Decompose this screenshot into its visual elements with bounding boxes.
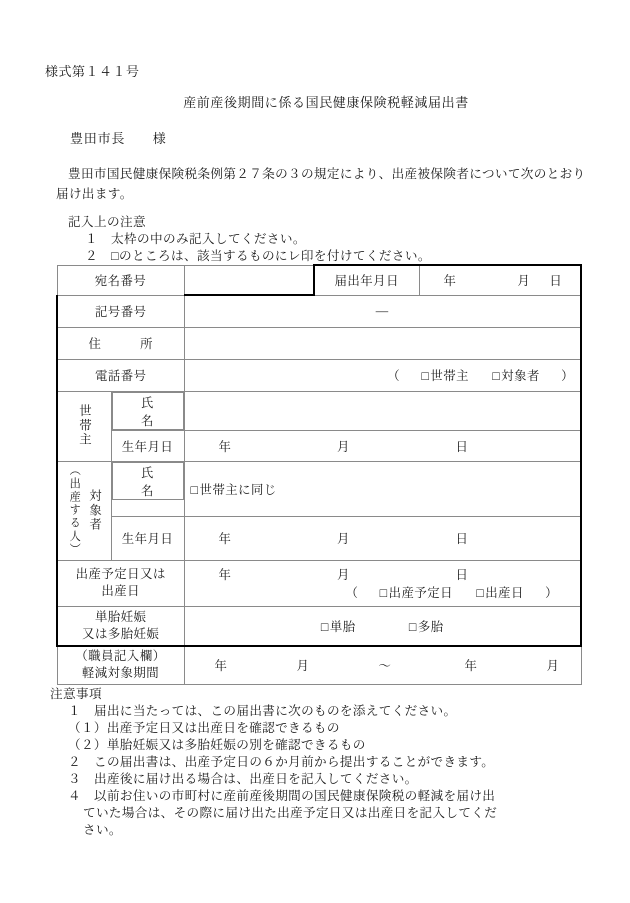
entry-note-2-text: □のところは、該当するものにレ印を付けてください。 [111, 249, 431, 263]
staff-period-value-cell[interactable] [184, 646, 581, 684]
target-name-value-cell[interactable] [184, 461, 581, 516]
pregnancy-value-cell[interactable] [184, 606, 581, 646]
submit-date-label: 届出年月日 [314, 265, 419, 295]
footer-line-1-number: １ [68, 704, 81, 718]
footer-line-2-text: （１）出産予定日又は出産日を確認できるもの [68, 721, 340, 735]
pregnancy-checkbox-multiple-label: 多胎 [417, 619, 444, 634]
footer-line-1-text: 届出に当たっては、この届出書に次のものを添えてください。 [94, 704, 457, 718]
table-row-due-date [57, 560, 581, 606]
table-row-atena [57, 265, 581, 295]
due-date-checkbox-actual-box[interactable]: □ [476, 586, 485, 600]
footer-heading: 注意事項 [50, 687, 102, 701]
kigo-label: 記号番号 [57, 295, 184, 327]
pregnancy-checkbox-multiple-box[interactable]: □ [408, 619, 417, 634]
table-row-target-name [57, 461, 581, 516]
addressee-line: 豊田市長 様 [70, 131, 167, 146]
form-number: 様式第１４１号 [45, 64, 140, 79]
target-group-label: 対象者 [87, 488, 102, 533]
due-date-label [57, 560, 184, 606]
phone-paren-open: （ [387, 369, 401, 383]
address-value-cell[interactable] [184, 327, 581, 359]
due-date-month: 月 [337, 568, 350, 582]
target-birth-label: 生年月日 [111, 516, 184, 560]
staff-period-to-month: 月 [546, 659, 560, 674]
pregnancy-checkbox-single-box[interactable]: □ [320, 619, 329, 634]
footer-line-4-text: この届出書は、出産予定日の６か月前から提出することができます。 [94, 755, 495, 769]
footer-line-3-text: （２）単胎妊娠又は多胎妊娠の別を確認できるもの [68, 738, 366, 752]
target-same-as-householder-label: 世帯主に同じ [199, 482, 277, 497]
entry-note-1-number: １ [85, 232, 98, 246]
footer-line-7-text: ていた場合は、その際に届け出た出産予定日又は出産日を記入してくだ [83, 806, 498, 820]
staff-period-to-year: 年 [464, 659, 478, 674]
entry-notes-heading: 記入上の注意 [68, 215, 146, 229]
table-row-phone [57, 359, 581, 391]
pregnancy-label [57, 606, 184, 646]
table-row-target-birth [57, 516, 581, 560]
phone-checkbox-householder-label: 世帯主 [430, 369, 470, 383]
householder-birth-value-cell[interactable] [184, 430, 581, 461]
document-title: 産前産後期間に係る国民健康保険税軽減届出書 [183, 95, 469, 110]
householder-name-label: 氏 名 [112, 392, 184, 430]
phone-checkbox-householder-box[interactable]: □ [421, 369, 430, 383]
table-row-householder-name [57, 391, 581, 430]
phone-value-cell[interactable] [184, 359, 581, 391]
householder-name-value-cell[interactable] [184, 391, 581, 430]
phone-label: 電話番号 [57, 359, 184, 391]
householder-group-label-cell [57, 391, 111, 461]
due-date-paren-close: ） [545, 586, 558, 600]
atena-value-cell[interactable] [184, 265, 314, 295]
submit-date-day: 日 [549, 274, 563, 289]
due-date-paren-open: （ [345, 586, 359, 600]
householder-birth-month: 月 [337, 439, 350, 454]
address-label: 住 所 [57, 327, 184, 359]
staff-period-label [57, 646, 184, 684]
target-same-as-householder-box[interactable]: □ [190, 482, 199, 497]
target-birth-month: 月 [337, 532, 350, 546]
submit-date-month: 月 [517, 274, 531, 289]
pregnancy-label-line1: 単胎妊娠 [94, 609, 147, 624]
due-date-checkbox-actual-label: 出産日 [485, 586, 524, 600]
due-date-label-line1: 出産予定日又は [75, 567, 166, 581]
atena-label: 宛名番号 [57, 265, 184, 295]
householder-group-label: 世帯主 [77, 404, 92, 448]
due-date-year: 年 [218, 568, 232, 582]
due-date-value-cell[interactable] [184, 560, 581, 606]
phone-paren-close: ） [561, 369, 574, 383]
entry-note-2 [85, 245, 431, 264]
staff-period-label-line1: （職員記入欄） [75, 649, 166, 664]
footer-line-6-text: 以前お住いの市町村に産前産後期間の国民健康保険税の軽減を届け出 [94, 789, 496, 803]
householder-birth-day: 日 [455, 439, 469, 454]
kigo-value-cell[interactable]: ― [184, 295, 581, 327]
phone-checkbox-target-box[interactable]: □ [492, 369, 501, 383]
table-row-pregnancy-type [57, 606, 581, 646]
due-date-options [191, 583, 575, 601]
table-row-address [57, 327, 581, 359]
target-birth-value-cell[interactable] [184, 516, 581, 560]
due-date-label-line2: 出産日 [101, 584, 141, 598]
footer-line-5-number: ３ [68, 772, 81, 786]
table-row-staff-period [57, 646, 581, 684]
phone-checkbox-target-label: 対象者 [501, 369, 540, 383]
due-date-day: 日 [455, 568, 469, 582]
footer-line-4-number: ２ [68, 755, 81, 769]
submit-date-year: 年 [443, 274, 457, 289]
due-date-checkbox-expected-box[interactable]: □ [379, 586, 388, 600]
staff-period-from-month: 月 [296, 659, 310, 674]
intro-paragraph: 豊田市国民健康保険税条例第２７条の３の規定により、出産被保険者について次のとおり届け出ます。 [56, 167, 586, 201]
target-group-label-cell [57, 461, 111, 560]
due-date-checkbox-expected-label: 出産予定日 [388, 586, 454, 600]
footer-line-5-text: 出産後に届け出る場合は、出産日を記入してください。 [94, 772, 418, 786]
target-group-sub-label: （出産する人） [68, 464, 81, 557]
table-row-householder-birth [57, 430, 581, 461]
pregnancy-checkbox-single-label: 単胎 [329, 619, 356, 634]
entry-note-2-number: ２ [85, 249, 98, 263]
footer-line-7 [83, 802, 497, 821]
pregnancy-label-line2: 又は多胎妊娠 [82, 626, 160, 641]
footer-line-6-number: ４ [68, 789, 81, 803]
table-row-kigo [57, 295, 581, 327]
target-name-label: 氏 名 [112, 462, 184, 500]
staff-period-label-line2: 軽減対象期間 [81, 666, 160, 681]
footer-line-8 [83, 819, 122, 838]
householder-birth-label: 生年月日 [111, 430, 184, 461]
target-birth-day: 日 [455, 532, 469, 546]
householder-birth-year: 年 [218, 439, 232, 454]
staff-period-separator: ～ [378, 659, 392, 674]
application-form-table [56, 264, 582, 685]
entry-note-1-text: 太枠の中のみ記入してください。 [111, 232, 306, 246]
target-birth-year: 年 [218, 532, 232, 546]
staff-period-from-year: 年 [214, 659, 228, 674]
submit-date-value-cell[interactable] [419, 265, 581, 295]
footer-line-8-text: さい。 [83, 823, 122, 837]
